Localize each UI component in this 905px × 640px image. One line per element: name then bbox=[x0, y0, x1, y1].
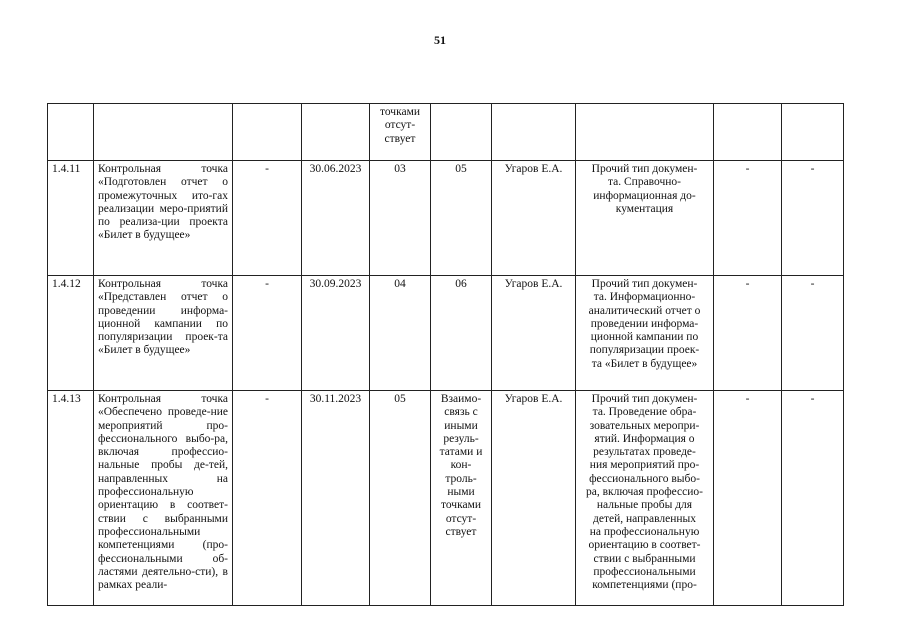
cell-c10: - bbox=[782, 391, 844, 606]
cell-document: Прочий тип докумен- та. Информационно- аналитический отчет о проведении информа- ционной кампании по популяризации проек- та «Билет в будущее» bbox=[576, 276, 714, 391]
cell-name bbox=[94, 104, 233, 161]
cell-c9: - bbox=[714, 161, 782, 276]
cell-c5: 05 bbox=[370, 391, 431, 606]
cell-responsible: Угаров Е.А. bbox=[492, 276, 576, 391]
cell-c10: - bbox=[782, 161, 844, 276]
cell-c10: - bbox=[782, 276, 844, 391]
cell-responsible: Угаров Е.А. bbox=[492, 391, 576, 606]
cell-c9: - bbox=[714, 276, 782, 391]
cell-c6: 05 bbox=[431, 161, 492, 276]
cell-c5: 04 bbox=[370, 276, 431, 391]
cell-c9: - bbox=[714, 391, 782, 606]
cell-responsible bbox=[492, 104, 576, 161]
table-row bbox=[48, 276, 844, 391]
cell-num bbox=[48, 104, 94, 161]
cell-c3: - bbox=[233, 161, 302, 276]
table-row bbox=[48, 391, 844, 606]
cell-c3: - bbox=[233, 391, 302, 606]
page-number: 51 bbox=[434, 33, 446, 47]
cell-num: 1.4.11 bbox=[48, 161, 94, 276]
table-row-continuation bbox=[48, 104, 844, 161]
cell-document: Прочий тип докумен- та. Проведение обра- зовательных меропри- ятий. Информация о результатах проведе- ния мероприятий про- фессионального выбо- ра, включая профессио- нальные пробы для детей, направленных на профессиональную ориентацию в соответ- ствии с выбранными профессиональными компетенциями (про- bbox=[576, 391, 714, 606]
cell-c3 bbox=[233, 104, 302, 161]
cell-num: 1.4.13 bbox=[48, 391, 94, 606]
cell-date: 30.06.2023 bbox=[302, 161, 370, 276]
cell-c6 bbox=[431, 104, 492, 161]
cell-date: 30.09.2023 bbox=[302, 276, 370, 391]
cell-date bbox=[302, 104, 370, 161]
cell-relation: точками отсут- ствует bbox=[370, 104, 431, 161]
cell-relation: Взаимо- связь с иными резуль- татами и кон- троль- ными точками отсут- ствует bbox=[431, 391, 492, 606]
cell-c10 bbox=[782, 104, 844, 161]
cell-date: 30.11.2023 bbox=[302, 391, 370, 606]
table-row bbox=[48, 161, 844, 276]
control-points-table bbox=[47, 103, 844, 606]
cell-c9 bbox=[714, 104, 782, 161]
cell-num: 1.4.12 bbox=[48, 276, 94, 391]
cell-name: Контрольная точка «Представлен отчет о проведении информа-ционной кампании по популяризации проек-та «Билет в будущее» bbox=[94, 276, 233, 391]
cell-c5: 03 bbox=[370, 161, 431, 276]
cell-c3: - bbox=[233, 276, 302, 391]
cell-document bbox=[576, 104, 714, 161]
cell-c6: 06 bbox=[431, 276, 492, 391]
cell-name: Контрольная точка «Подготовлен отчет о промежуточных ито-гах реализации меро-приятий по реализа-ции проекта «Билет в будущее» bbox=[94, 161, 233, 276]
cell-name: Контрольная точка «Обеспечено проведе-ние мероприятий про-фессионального выбо-ра, включая профессио-нальные пробы де-тей, направленных на профессиональную ориентацию в соответ-ствии с выбранными профессиональными компетенциями (про-фессиональными об-ластями деятельно-сти), в рамках реали- bbox=[94, 391, 233, 606]
cell-responsible: Угаров Е.А. bbox=[492, 161, 576, 276]
cell-document: Прочий тип докумен- та. Справочно- информационная до- кументация bbox=[576, 161, 714, 276]
